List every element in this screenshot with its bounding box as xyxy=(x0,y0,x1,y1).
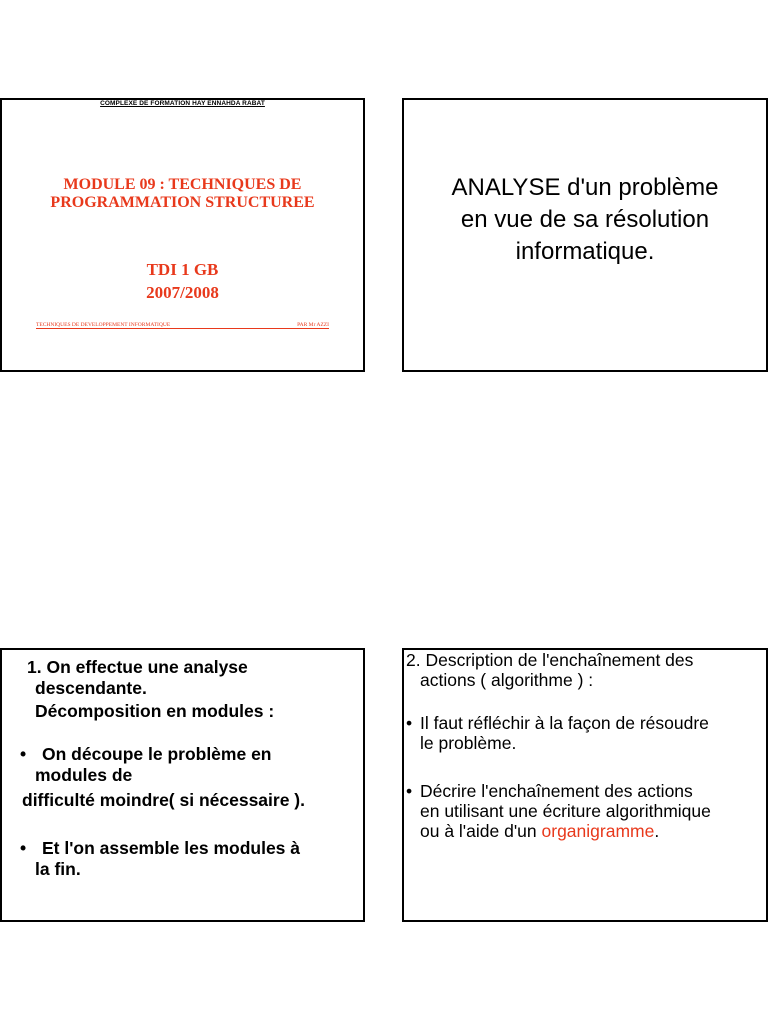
footer-course: TECHNIQUES DE DEVELOPPEMENT INFORMATIQUE xyxy=(36,322,171,328)
analysis-heading-line-1: ANALYSE d'un problème xyxy=(451,174,719,201)
bullet-1 xyxy=(20,744,26,764)
institution-header: COMPLEXE DE FORMATION HAY ENNAHDA RABAT xyxy=(100,100,265,107)
bullet-1-line-2: le problème. xyxy=(420,733,517,753)
bullet-1-line-1: On découpe le problème en xyxy=(42,744,272,764)
step-2-line-2: actions ( algorithme ) : xyxy=(420,670,594,690)
module-title xyxy=(2,176,363,212)
bullet-2 xyxy=(406,781,412,801)
slide-4-algorithm xyxy=(402,648,768,922)
bullet-2-line-3 xyxy=(420,821,659,841)
slide-1-title xyxy=(0,98,365,372)
line-3-prefix: ou à l'aide d'un xyxy=(420,821,542,841)
bullet-1-line-2: modules de xyxy=(35,765,133,785)
slide-2-analysis-title xyxy=(402,98,768,372)
organigramme-highlight: organigramme xyxy=(541,821,655,841)
step-2-line-1: 2. Description de l'enchaînement des xyxy=(406,650,694,670)
bullet-2 xyxy=(20,838,26,858)
slide-3-top-down-analysis xyxy=(0,648,365,922)
class-info xyxy=(2,258,363,304)
bullet-2-line-2: en utilisant une écriture algorithmique xyxy=(420,801,711,821)
bullet-2-line-2: la fin. xyxy=(35,859,81,879)
step-1-line-3: Décomposition en modules : xyxy=(35,701,275,721)
bullet-glyph: • xyxy=(20,744,27,764)
class-name: TDI 1 GB xyxy=(146,260,219,279)
bullet-1 xyxy=(406,713,412,733)
line-3-suffix: . xyxy=(654,821,660,841)
analysis-heading xyxy=(404,172,766,268)
module-title-line-2: PROGRAMMATION STRUCTUREE xyxy=(50,194,315,211)
step-1-line-2: descendante. xyxy=(35,678,147,698)
step-1-line-4: difficulté moindre( si nécessaire ). xyxy=(22,790,305,810)
bullet-2-line-1: Décrire l'enchaînement des actions xyxy=(420,781,693,801)
analysis-heading-line-3: informatique. xyxy=(515,238,655,265)
bullet-1-line-1: Il faut réfléchir à la façon de résoudre xyxy=(420,713,709,733)
footer-author: PAR Mr AZZI xyxy=(297,322,329,328)
bullet-2-line-1: Et l'on assemble les modules à xyxy=(42,838,301,858)
bullet-glyph: • xyxy=(406,781,413,801)
slide-footer xyxy=(36,322,329,329)
analysis-heading-line-2: en vue de sa résolution xyxy=(460,206,710,233)
module-title-line-1: MODULE 09 : TECHNIQUES DE xyxy=(63,176,302,193)
step-1-line-1: 1. On effectue une analyse xyxy=(27,657,248,677)
school-year: 2007/2008 xyxy=(146,283,219,302)
bullet-glyph: • xyxy=(406,713,413,733)
bullet-glyph: • xyxy=(20,838,27,858)
